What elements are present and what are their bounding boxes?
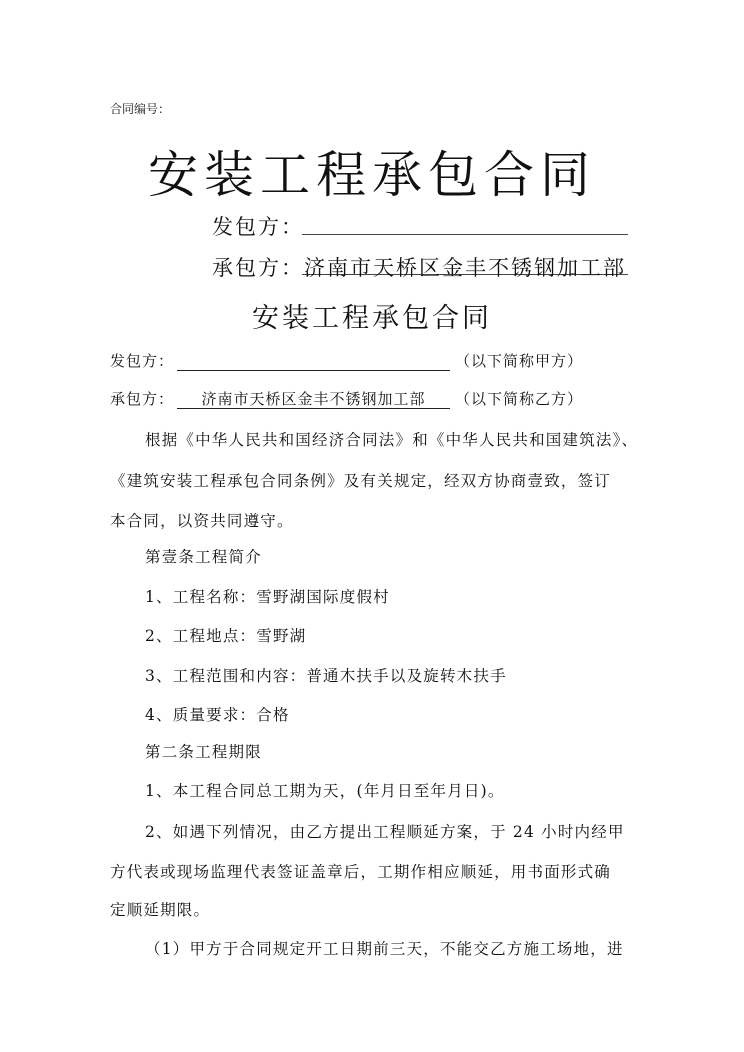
party-contractor-label: 承包方： [110, 390, 175, 408]
party-employer-field[interactable] [177, 350, 450, 371]
body-line: 《建筑安装工程承包合同条例》及有关规定，经双方协商壹致，签订 [110, 472, 612, 490]
body-line: 1、工程名称：雪野湖国际度假村 [145, 588, 390, 606]
party-contractor-note: （以下简称乙方） [455, 390, 584, 408]
party-employer-label: 发包方： [110, 352, 175, 370]
section-heading: 第壹条工程简介 [145, 548, 262, 566]
body-line: 本合同，以资共同遵守。 [110, 512, 294, 530]
body-line: 1、本工程合同总工期为天，(年月日至年月日)。 [145, 782, 505, 800]
cover-employer-label: 发包方： [212, 215, 304, 239]
party-contractor-field[interactable]: 济南市天桥区金丰不锈钢加工部 [177, 388, 450, 409]
body-line: 2、如遇下列情况，由乙方提出工程顺延方案，于 24 小时内经甲 [145, 823, 625, 841]
body-line: 根据《中华人民共和国经济合同法》和《中华人民共和国建筑法》、 [145, 431, 639, 449]
contract-number-label: 合同编号： [110, 102, 171, 116]
body-line: （1）甲方于合同规定开工日期前三天，不能交乙方施工场地，进 [145, 940, 624, 958]
body-line: 4、质量要求：合格 [145, 706, 290, 724]
body-line: 方代表或现场监理代表签证盖章后，工期作相应顺延，用书面形式确 [110, 863, 612, 881]
body-line: 3、工程范围和内容：普通木扶手以及旋转木扶手 [145, 667, 507, 685]
cover-contractor-field[interactable]: 济南市天桥区金丰不锈钢加工部 [302, 252, 628, 275]
document-subtitle: 安装工程承包合同 [252, 303, 492, 334]
body-line: 2、工程地点：雪野湖 [145, 627, 307, 645]
party-employer-note: （以下简称甲方） [455, 352, 584, 370]
cover-employer-field[interactable] [302, 212, 628, 235]
document-title: 安装工程承包合同 [148, 146, 596, 204]
cover-contractor-label: 承包方： [212, 256, 304, 280]
section-heading: 第二条工程期限 [145, 743, 262, 761]
body-line: 定顺延期限。 [110, 901, 211, 919]
